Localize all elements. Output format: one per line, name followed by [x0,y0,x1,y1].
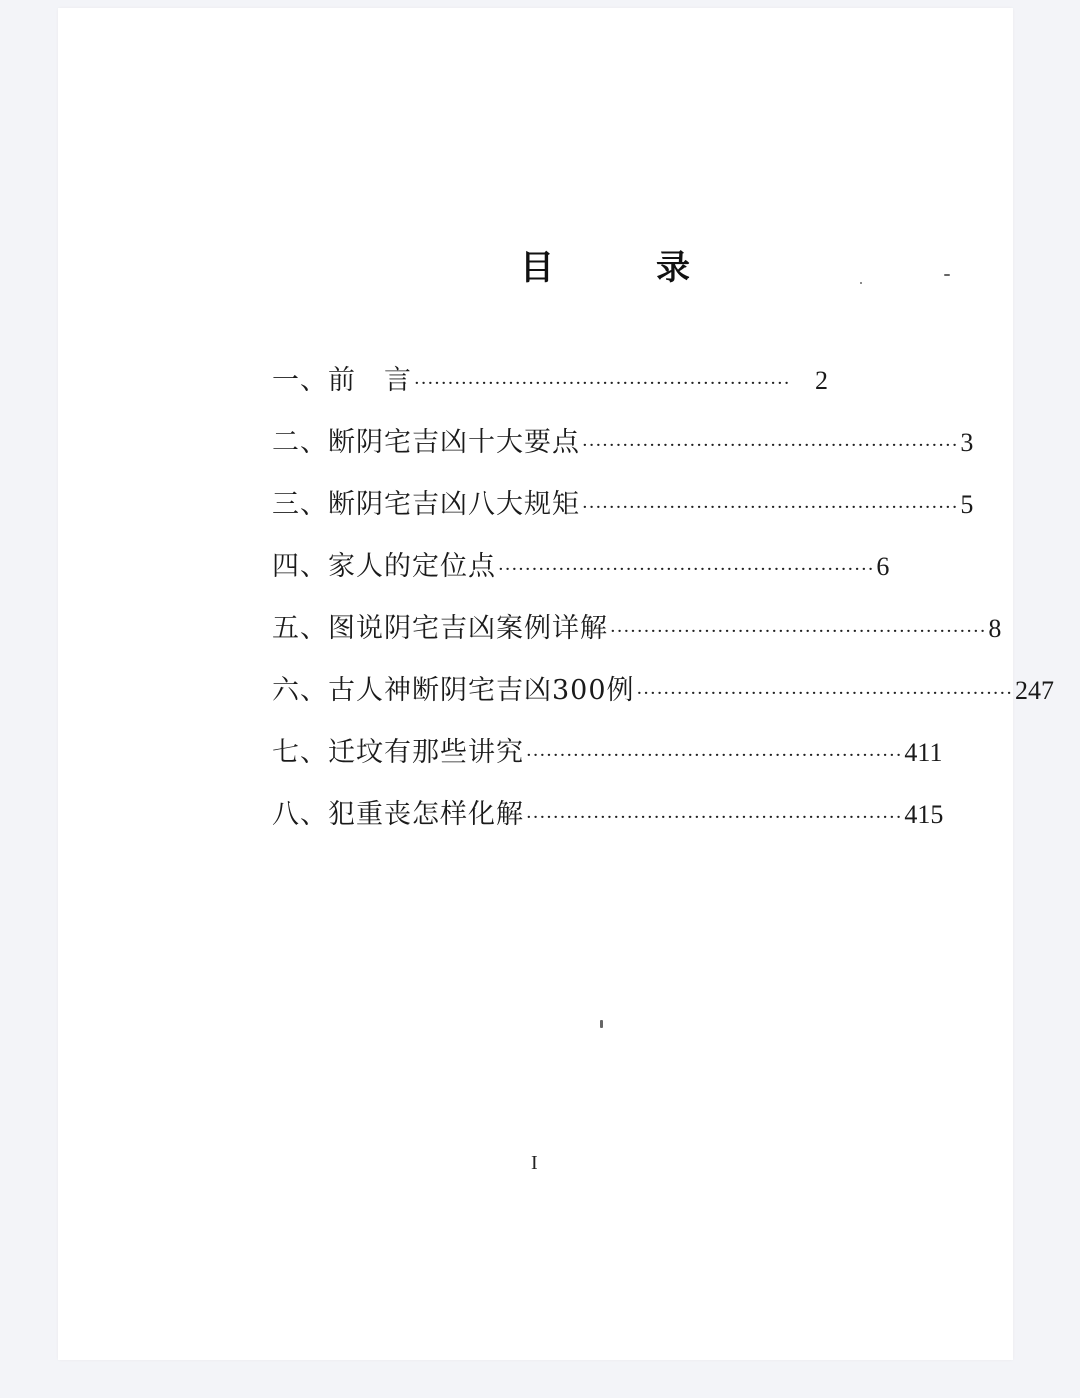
toc-leader-dots: ························································ [414,373,791,394]
toc-page-number: 247 [1014,676,1054,705]
toc-entry-6[interactable] [272,668,1054,730]
toc-label: 二、断阴宅吉凶十大要点 [272,427,580,458]
scan-speck [944,274,950,276]
toc-label: 七、迁坟有那些讲究 [272,737,524,768]
toc-leader-dots: ························································ [498,559,875,580]
toc-leader-dots: ························································ [582,435,959,456]
toc-entry-8[interactable] [272,792,944,854]
toc-leader-dots: ························································ [526,745,903,766]
toc-leader-dots: ························································ [610,621,987,642]
toc-label: 一、前 言 [272,365,412,396]
page-title [520,240,690,289]
page-number: I [531,1152,538,1174]
toc-page-number: 5 [960,490,974,519]
toc-label: 六、古人神断阴宅吉凶300例 [272,675,635,706]
scan-speck [600,1020,603,1028]
toc-leader-dots: ························································ [636,683,1013,704]
toc-entry-1[interactable] [272,358,828,420]
toc-leader-dots: ························································ [582,497,959,518]
table-of-contents [272,358,1054,854]
toc-page-number: 411 [904,738,943,767]
toc-label: 三、断阴宅吉凶八大规矩 [272,489,580,520]
toc-entry-3[interactable] [272,482,974,544]
toc-entry-2[interactable] [272,420,974,482]
toc-leader-dots: ························································ [526,807,903,828]
toc-page-number: 8 [988,614,1002,643]
toc-page-number: 2 [815,366,828,395]
toc-page-number: 415 [904,800,944,829]
toc-page-number: 6 [876,552,890,581]
toc-label: 五、图说阴宅吉凶案例详解 [272,613,608,644]
title-char-1: 目 [520,248,554,288]
scan-speck [860,282,862,284]
toc-entry-5[interactable] [272,606,1002,668]
toc-label: 八、犯重丧怎样化解 [272,799,524,830]
toc-entry-4[interactable] [272,544,890,606]
toc-page-number: 3 [960,428,974,457]
title-char-2: 录 [656,248,690,288]
toc-entry-7[interactable] [272,730,943,792]
toc-label: 四、家人的定位点 [272,551,496,582]
